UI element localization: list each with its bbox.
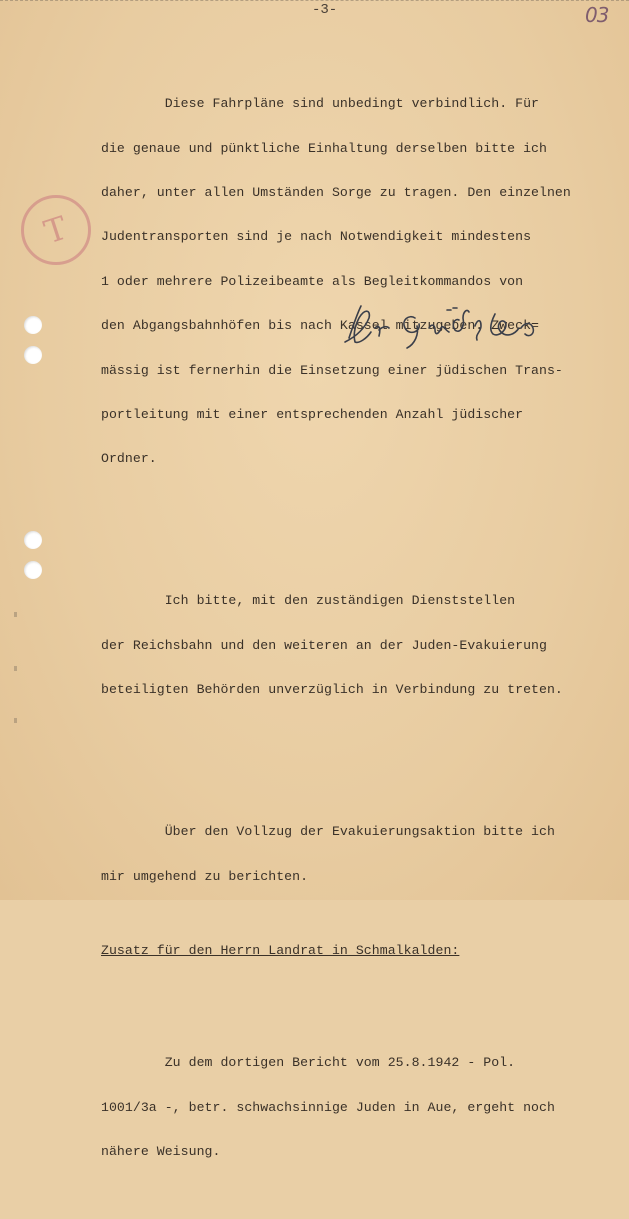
handwritten-signature [335,298,555,354]
punch-hole-2 [24,346,42,364]
margin-tick [14,666,17,671]
punch-hole-4 [24,561,42,579]
text-line: Diese Fahrpläne sind unbedingt verbindlich. Für [101,96,540,112]
text-line: daher, unter allen Umständen Sorge zu tragen. Den einzelnen [101,184,571,200]
punch-hole-3 [24,531,42,549]
addendum-heading: Zusatz für den Herrn Landrat in Schmalkalden: [101,942,460,958]
margin-tick [14,612,17,617]
text-line: beteiligten Behörden unverzüglich in Verbindung zu treten. [101,682,563,698]
text-line: Judentransporten sind je nach Notwendigkeit mindestens [101,229,532,245]
punch-hole-1 [24,316,42,334]
text-line: Über den Vollzug der Evakuierungsaktion bitte ich [101,824,555,840]
text-line: mässig ist fernerhin die Einsetzung einer jüdischen Trans- [101,362,563,378]
text-line: den Abgangsbahnhöfen bis nach Kassel mitzugeben. Zweck= [101,318,540,334]
paragraph-1 [101,68,601,497]
text-line: 1001/3a -, betr. schwachsinnige Juden in Aue, ergeht noch [101,1099,555,1115]
text-line: Ordner. [101,451,157,467]
text-line: mir umgehend zu berichten. [101,868,309,884]
stamp-letter: T [39,208,73,252]
paragraph-4 [101,1027,601,1190]
text-line: Zu dem dortigen Bericht vom 25.8.1942 - Pol. [101,1055,516,1071]
text-line: portleitung mit einer entsprechenden Anzahl jüdischer [101,406,524,422]
paragraph-2 [101,565,601,728]
text-line: 1 oder mehrere Polizeibeamte als Begleitkommandos von [101,273,524,289]
text-line: der Reichsbahn und den weiteren an der Juden-Evakuierung [101,637,547,653]
letter-body [101,38,601,1219]
text-line: Ich bitte, mit den zuständigen Dienststellen [101,593,516,609]
text-line: die genaue und pünktliche Einhaltung derselben bitte ich [101,140,547,156]
paragraph-3 [101,796,601,914]
received-stamp [21,195,91,265]
margin-tick [14,718,17,723]
text-line: nähere Weisung. [101,1144,221,1160]
page-number: -3- [312,2,338,18]
archive-mark: 03 [585,3,609,27]
